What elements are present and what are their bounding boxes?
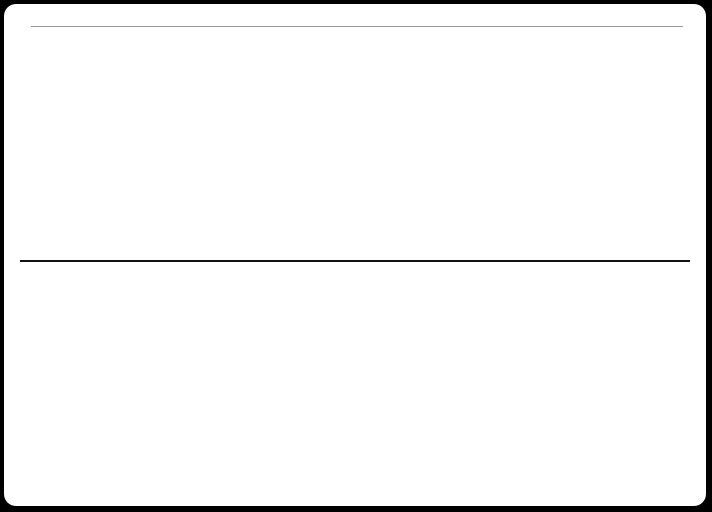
binding-spine [20,260,690,262]
sunday-header [584,294,684,324]
top-rule [31,26,683,27]
planner-page [4,4,706,506]
spiral-binding [20,241,690,277]
sunday-block [584,294,684,324]
